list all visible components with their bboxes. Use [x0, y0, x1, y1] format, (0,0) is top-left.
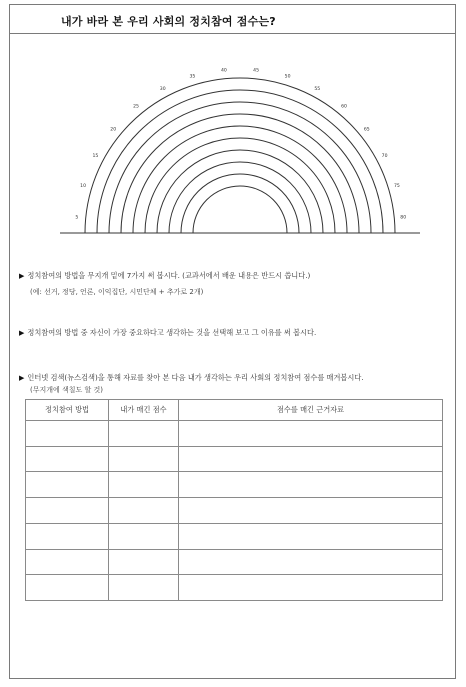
score-table [25, 399, 443, 601]
column-header-method: 정치참여 방법 [26, 400, 109, 421]
table-row [26, 446, 443, 472]
scale-label: 60 [341, 104, 347, 110]
instruction-3-note: (무지개에 색칠도 할 것) [30, 386, 103, 394]
column-header-evidence: 점수를 매긴 근거자료 [179, 400, 443, 421]
rainbow-arc [109, 102, 371, 233]
score-cell[interactable] [109, 549, 179, 575]
method-cell[interactable] [26, 498, 109, 524]
rainbow-arc [133, 126, 347, 233]
table-header-row [26, 400, 443, 421]
table-row [26, 498, 443, 524]
score-cell[interactable] [109, 472, 179, 498]
scale-label: 65 [363, 127, 370, 133]
table-row [26, 523, 443, 549]
table-row [26, 549, 443, 575]
triangle-bullet-icon: ▶ [19, 329, 25, 337]
scale-label: 25 [133, 104, 139, 110]
column-header-score: 내가 매긴 점수 [109, 400, 179, 421]
instruction-1-example: (예: 선거, 정당, 언론, 이익집단, 시민단체 + 추가로 2개) [30, 288, 204, 296]
evidence-cell[interactable] [179, 446, 443, 472]
instruction-1 [19, 270, 310, 282]
scale-label: 55 [314, 86, 321, 92]
evidence-cell[interactable] [179, 472, 443, 498]
scale-label: 5 [75, 215, 79, 221]
scale-label: 30 [159, 86, 166, 92]
method-cell[interactable] [26, 523, 109, 549]
table-row [26, 575, 443, 601]
scale-label: 15 [92, 154, 99, 160]
triangle-bullet-icon: ▶ [19, 374, 25, 382]
evidence-cell[interactable] [179, 523, 443, 549]
scale-label: 45 [253, 68, 260, 74]
scale-label: 40 [220, 68, 227, 74]
instruction-3 [19, 372, 364, 384]
instruction-2-text: 정치참여의 방법 중 자신이 가장 중요하다고 생각하는 것을 선택해 보고 그 이유를 써 봅시다. [27, 328, 317, 337]
scale-label: 70 [381, 154, 388, 160]
rainbow-diagram [0, 0, 466, 260]
table-row [26, 421, 443, 447]
evidence-cell[interactable] [179, 549, 443, 575]
rainbow-arc [193, 186, 287, 233]
page-title: 내가 바라 본 우리 사회의 정치참여 점수는? [61, 15, 276, 28]
instruction-2 [19, 327, 316, 339]
table-row [26, 472, 443, 498]
triangle-bullet-icon: ▶ [19, 272, 25, 280]
method-cell[interactable] [26, 472, 109, 498]
method-cell[interactable] [26, 575, 109, 601]
evidence-cell[interactable] [179, 498, 443, 524]
method-cell[interactable] [26, 446, 109, 472]
score-cell[interactable] [109, 421, 179, 447]
score-cell[interactable] [109, 523, 179, 549]
score-cell[interactable] [109, 575, 179, 601]
method-cell[interactable] [26, 549, 109, 575]
rainbow-arc [85, 78, 395, 233]
scale-label: 75 [393, 183, 400, 189]
rainbow-arc [169, 162, 311, 233]
rainbow-arc [97, 90, 383, 233]
scale-label: 50 [284, 74, 291, 80]
scale-label: 80 [400, 215, 407, 221]
method-cell[interactable] [26, 421, 109, 447]
instruction-1-text: 정치참여의 방법을 무지개 밑에 7가지 써 봅시다. (교과서에서 배운 내용은 반드시 씁니다.) [27, 271, 311, 280]
rainbow-arc [181, 174, 299, 233]
scale-label: 20 [110, 127, 117, 133]
scale-label: 10 [80, 183, 87, 189]
evidence-cell[interactable] [179, 421, 443, 447]
evidence-cell[interactable] [179, 575, 443, 601]
instruction-3-text: 인터넷 검색(뉴스검색)을 통해 자료를 찾아 본 다음 내가 생각하는 우리 사회의 정치참여 점수를 매겨봅시다. [27, 373, 364, 382]
scale-label: 35 [189, 74, 196, 80]
score-cell[interactable] [109, 446, 179, 472]
score-cell[interactable] [109, 498, 179, 524]
